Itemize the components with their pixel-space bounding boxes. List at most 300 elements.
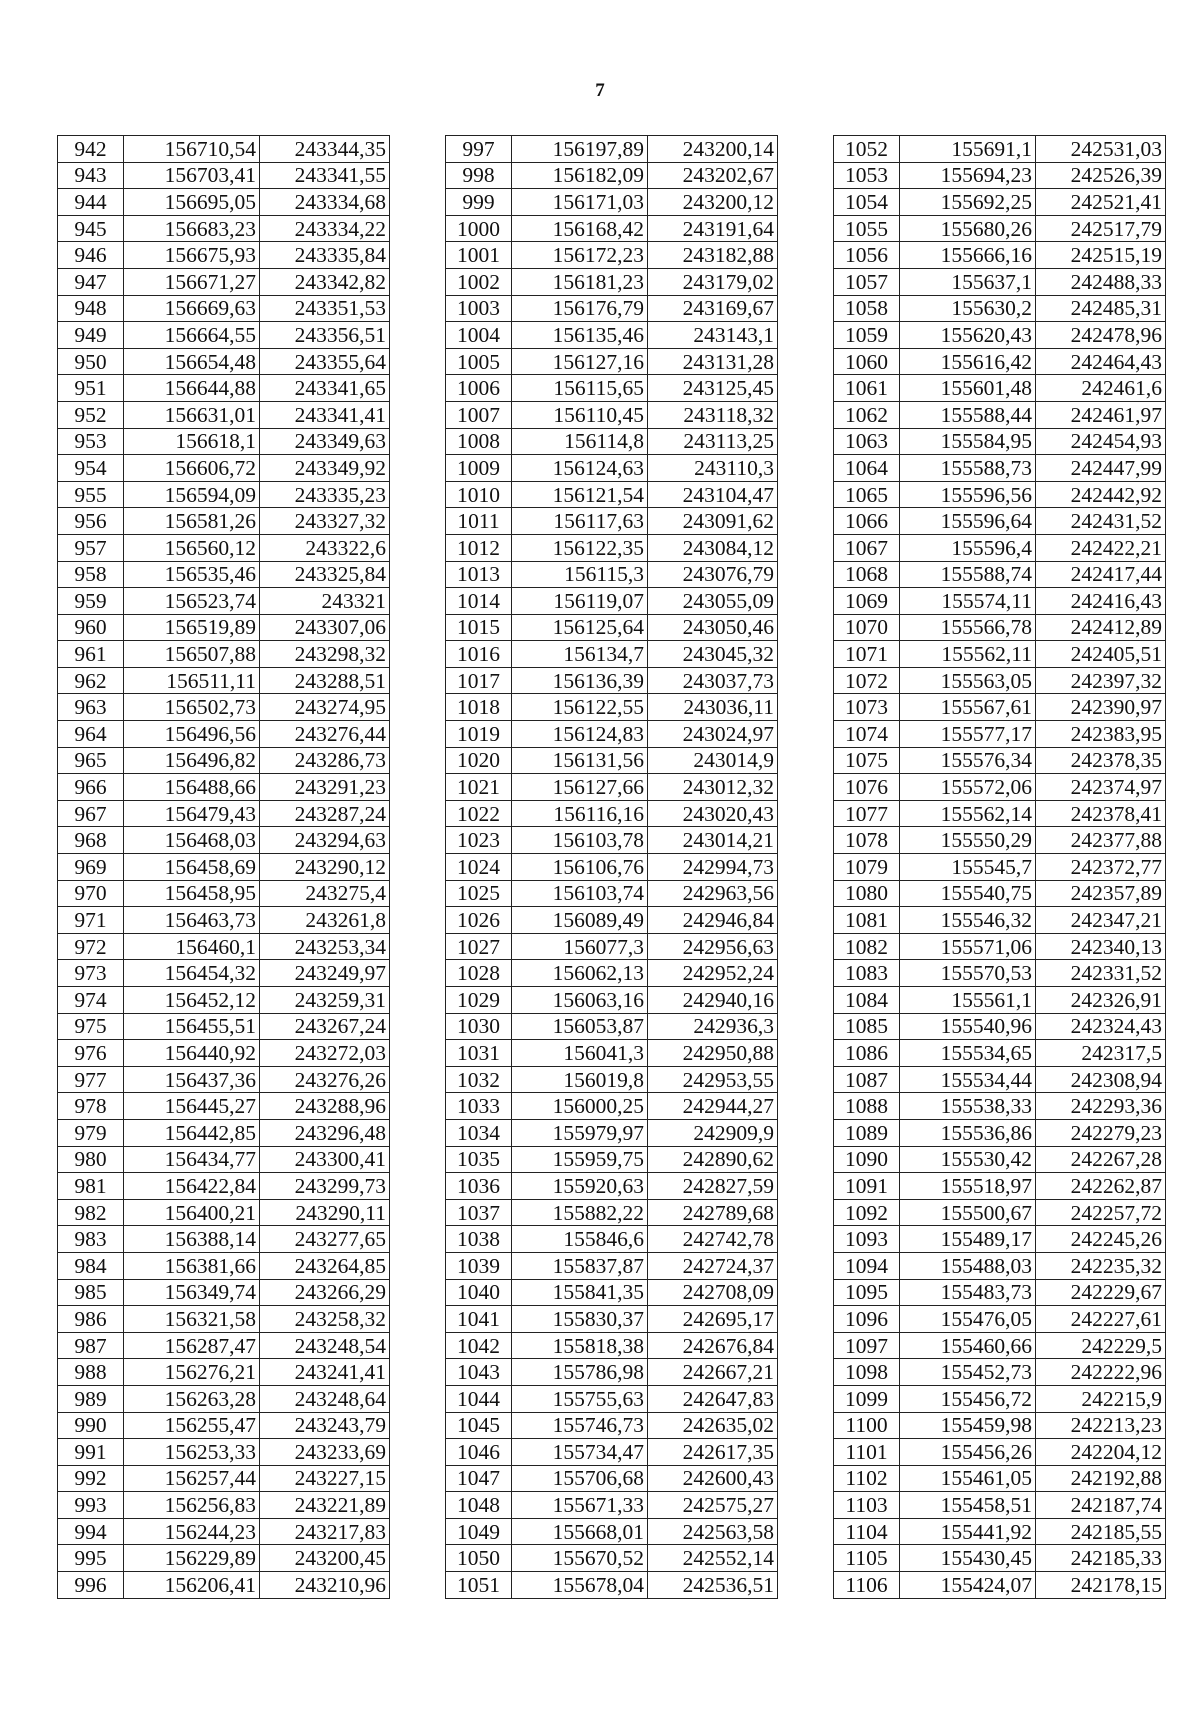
y-coordinate-cell: 243012,32: [648, 774, 778, 801]
y-coordinate-cell: 242340,13: [1036, 933, 1166, 960]
x-coordinate-cell: 156496,56: [124, 721, 260, 748]
table-row: [834, 375, 1166, 402]
table-row: [446, 933, 778, 960]
table-row: [58, 907, 390, 934]
y-coordinate-cell: 242378,41: [1036, 800, 1166, 827]
table-row: [58, 481, 390, 508]
x-coordinate-cell: 156287,47: [124, 1332, 260, 1359]
y-coordinate-cell: 243261,8: [260, 907, 390, 934]
y-coordinate-cell: 243272,03: [260, 1040, 390, 1067]
x-coordinate-cell: 155536,86: [900, 1119, 1036, 1146]
x-coordinate-cell: 156618,1: [124, 428, 260, 455]
point-number-cell: 951: [58, 375, 124, 402]
point-number-cell: 1063: [834, 428, 900, 455]
point-number-cell: 957: [58, 534, 124, 561]
y-coordinate-cell: 243344,35: [260, 136, 390, 163]
point-number-cell: 975: [58, 1013, 124, 1040]
x-coordinate-cell: 156496,82: [124, 747, 260, 774]
x-coordinate-cell: 156710,54: [124, 136, 260, 163]
point-number-cell: 1040: [446, 1279, 512, 1306]
y-coordinate-cell: 243349,92: [260, 455, 390, 482]
table-row: [58, 960, 390, 987]
y-coordinate-cell: 242946,84: [648, 907, 778, 934]
point-number-cell: 952: [58, 401, 124, 428]
point-number-cell: 988: [58, 1359, 124, 1386]
y-coordinate-cell: 242357,89: [1036, 880, 1166, 907]
point-number-cell: 1068: [834, 561, 900, 588]
point-number-cell: 963: [58, 694, 124, 721]
y-coordinate-cell: 242442,92: [1036, 481, 1166, 508]
y-coordinate-cell: 243248,64: [260, 1385, 390, 1412]
y-coordinate-cell: 242635,02: [648, 1412, 778, 1439]
y-coordinate-cell: 243355,64: [260, 348, 390, 375]
x-coordinate-cell: 155596,64: [900, 508, 1036, 535]
point-number-cell: 1073: [834, 694, 900, 721]
y-coordinate-cell: 242827,59: [648, 1173, 778, 1200]
table-row: [834, 667, 1166, 694]
x-coordinate-cell: 156422,84: [124, 1173, 260, 1200]
table-row: [446, 1518, 778, 1545]
table-row: [446, 1146, 778, 1173]
y-coordinate-cell: 243288,51: [260, 667, 390, 694]
table-row: [58, 268, 390, 295]
x-coordinate-cell: 156606,72: [124, 455, 260, 482]
y-coordinate-cell: 242222,96: [1036, 1359, 1166, 1386]
point-number-cell: 960: [58, 614, 124, 641]
table-row: [834, 774, 1166, 801]
table-row: [58, 534, 390, 561]
table-row: [834, 854, 1166, 881]
table-row: [446, 1226, 778, 1253]
x-coordinate-cell: 156077,3: [512, 933, 648, 960]
table-row: [446, 1013, 778, 1040]
x-coordinate-cell: 156053,87: [512, 1013, 648, 1040]
y-coordinate-cell: 242279,23: [1036, 1119, 1166, 1146]
table-row: [58, 1465, 390, 1492]
x-coordinate-cell: 155571,06: [900, 933, 1036, 960]
point-number-cell: 1065: [834, 481, 900, 508]
x-coordinate-cell: 155670,52: [512, 1545, 648, 1572]
point-number-cell: 996: [58, 1572, 124, 1599]
x-coordinate-cell: 156116,16: [512, 800, 648, 827]
point-number-cell: 1055: [834, 215, 900, 242]
point-number-cell: 1060: [834, 348, 900, 375]
x-coordinate-cell: 156135,46: [512, 322, 648, 349]
coordinates-table-2: [445, 135, 778, 1599]
x-coordinate-cell: 155668,01: [512, 1518, 648, 1545]
point-number-cell: 965: [58, 747, 124, 774]
table-row: [446, 1439, 778, 1466]
point-number-cell: 1046: [446, 1439, 512, 1466]
point-number-cell: 1021: [446, 774, 512, 801]
x-coordinate-cell: 155588,73: [900, 455, 1036, 482]
x-coordinate-cell: 155546,32: [900, 907, 1036, 934]
x-coordinate-cell: 156229,89: [124, 1545, 260, 1572]
y-coordinate-cell: 243045,32: [648, 641, 778, 668]
y-coordinate-cell: 243233,69: [260, 1439, 390, 1466]
point-number-cell: 1066: [834, 508, 900, 535]
point-number-cell: 967: [58, 800, 124, 827]
table-row: [58, 295, 390, 322]
y-coordinate-cell: 243050,46: [648, 614, 778, 641]
table-row: [446, 1066, 778, 1093]
x-coordinate-cell: 156683,23: [124, 215, 260, 242]
x-coordinate-cell: 156168,42: [512, 215, 648, 242]
x-coordinate-cell: 155841,35: [512, 1279, 648, 1306]
y-coordinate-cell: 242461,97: [1036, 401, 1166, 428]
point-number-cell: 1030: [446, 1013, 512, 1040]
x-coordinate-cell: 156134,7: [512, 641, 648, 668]
point-number-cell: 1010: [446, 481, 512, 508]
x-coordinate-cell: 155458,51: [900, 1492, 1036, 1519]
point-number-cell: 1033: [446, 1093, 512, 1120]
point-number-cell: 999: [446, 189, 512, 216]
table-row: [834, 960, 1166, 987]
x-coordinate-cell: 156631,01: [124, 401, 260, 428]
table-row: [58, 987, 390, 1014]
y-coordinate-cell: 243110,3: [648, 455, 778, 482]
x-coordinate-cell: 155588,44: [900, 401, 1036, 428]
x-coordinate-cell: 155567,61: [900, 694, 1036, 721]
y-coordinate-cell: 242405,51: [1036, 641, 1166, 668]
point-number-cell: 1006: [446, 375, 512, 402]
point-number-cell: 1017: [446, 667, 512, 694]
table-row: [446, 907, 778, 934]
y-coordinate-cell: 242374,97: [1036, 774, 1166, 801]
table-row: [58, 1332, 390, 1359]
x-coordinate-cell: 156442,85: [124, 1119, 260, 1146]
point-number-cell: 1062: [834, 401, 900, 428]
point-number-cell: 1100: [834, 1412, 900, 1439]
point-number-cell: 1014: [446, 588, 512, 615]
x-coordinate-cell: 156127,16: [512, 348, 648, 375]
table-row: [446, 880, 778, 907]
point-number-cell: 1016: [446, 641, 512, 668]
point-number-cell: 983: [58, 1226, 124, 1253]
y-coordinate-cell: 242617,35: [648, 1439, 778, 1466]
table-row: [834, 1252, 1166, 1279]
table-row: [834, 1492, 1166, 1519]
point-number-cell: 942: [58, 136, 124, 163]
y-coordinate-cell: 242600,43: [648, 1465, 778, 1492]
point-number-cell: 1024: [446, 854, 512, 881]
y-coordinate-cell: 242952,24: [648, 960, 778, 987]
table-row: [58, 1412, 390, 1439]
x-coordinate-cell: 155460,66: [900, 1332, 1036, 1359]
table-row: [834, 1332, 1166, 1359]
table-row: [58, 1252, 390, 1279]
table-row: [834, 401, 1166, 428]
x-coordinate-cell: 155562,11: [900, 641, 1036, 668]
table-row: [58, 561, 390, 588]
x-coordinate-cell: 155534,65: [900, 1040, 1036, 1067]
table-row: [834, 1385, 1166, 1412]
table-row: [446, 1093, 778, 1120]
y-coordinate-cell: 242326,91: [1036, 987, 1166, 1014]
table-row: [446, 1040, 778, 1067]
x-coordinate-cell: 156136,39: [512, 667, 648, 694]
x-coordinate-cell: 155830,37: [512, 1306, 648, 1333]
y-coordinate-cell: 243259,31: [260, 987, 390, 1014]
table-row: [58, 1013, 390, 1040]
y-coordinate-cell: 243341,41: [260, 401, 390, 428]
x-coordinate-cell: 155459,98: [900, 1412, 1036, 1439]
table-row: [58, 641, 390, 668]
y-coordinate-cell: 243020,43: [648, 800, 778, 827]
x-coordinate-cell: 156507,88: [124, 641, 260, 668]
table-row: [446, 1412, 778, 1439]
table-row: [58, 667, 390, 694]
point-number-cell: 1059: [834, 322, 900, 349]
point-number-cell: 1085: [834, 1013, 900, 1040]
y-coordinate-cell: 243258,32: [260, 1306, 390, 1333]
y-coordinate-cell: 243321: [260, 588, 390, 615]
x-coordinate-cell: 156125,64: [512, 614, 648, 641]
point-number-cell: 1031: [446, 1040, 512, 1067]
table-row: [834, 162, 1166, 189]
y-coordinate-cell: 243299,73: [260, 1173, 390, 1200]
table-row: [834, 136, 1166, 163]
x-coordinate-cell: 156479,43: [124, 800, 260, 827]
x-coordinate-cell: 156654,48: [124, 348, 260, 375]
point-number-cell: 976: [58, 1040, 124, 1067]
y-coordinate-cell: 243342,82: [260, 268, 390, 295]
y-coordinate-cell: 242397,32: [1036, 667, 1166, 694]
x-coordinate-cell: 155424,07: [900, 1572, 1036, 1599]
point-number-cell: 1087: [834, 1066, 900, 1093]
x-coordinate-cell: 156445,27: [124, 1093, 260, 1120]
table-row: [58, 136, 390, 163]
y-coordinate-cell: 243334,22: [260, 215, 390, 242]
x-coordinate-cell: 156671,27: [124, 268, 260, 295]
point-number-cell: 980: [58, 1146, 124, 1173]
coordinates-table-1: [57, 135, 390, 1599]
y-coordinate-cell: 243286,73: [260, 747, 390, 774]
y-coordinate-cell: 243327,32: [260, 508, 390, 535]
table-row: [834, 1545, 1166, 1572]
point-number-cell: 1007: [446, 401, 512, 428]
table-row: [446, 588, 778, 615]
point-number-cell: 998: [446, 162, 512, 189]
point-number-cell: 1056: [834, 242, 900, 269]
x-coordinate-cell: 156122,35: [512, 534, 648, 561]
x-coordinate-cell: 155979,97: [512, 1119, 648, 1146]
y-coordinate-cell: 242317,5: [1036, 1040, 1166, 1067]
x-coordinate-cell: 156103,78: [512, 827, 648, 854]
table-row: [446, 1465, 778, 1492]
x-coordinate-cell: 156089,49: [512, 907, 648, 934]
x-coordinate-cell: 156127,66: [512, 774, 648, 801]
y-coordinate-cell: 242213,23: [1036, 1412, 1166, 1439]
x-coordinate-cell: 156244,23: [124, 1518, 260, 1545]
point-number-cell: 968: [58, 827, 124, 854]
x-coordinate-cell: 156519,89: [124, 614, 260, 641]
x-coordinate-cell: 155540,96: [900, 1013, 1036, 1040]
table-row: [58, 322, 390, 349]
point-number-cell: 1064: [834, 455, 900, 482]
point-number-cell: 1043: [446, 1359, 512, 1386]
y-coordinate-cell: 242235,32: [1036, 1252, 1166, 1279]
point-number-cell: 1035: [446, 1146, 512, 1173]
point-number-cell: 1081: [834, 907, 900, 934]
y-coordinate-cell: 242724,37: [648, 1252, 778, 1279]
table-row: [834, 1572, 1166, 1599]
table-row: [446, 481, 778, 508]
table-row: [446, 189, 778, 216]
table-row: [446, 827, 778, 854]
point-number-cell: 979: [58, 1119, 124, 1146]
y-coordinate-cell: 242940,16: [648, 987, 778, 1014]
table-row: [58, 242, 390, 269]
point-number-cell: 1088: [834, 1093, 900, 1120]
point-number-cell: 1019: [446, 721, 512, 748]
x-coordinate-cell: 155755,63: [512, 1385, 648, 1412]
table-row: [58, 1040, 390, 1067]
table-row: [58, 375, 390, 402]
table-row: [834, 747, 1166, 774]
x-coordinate-cell: 156197,89: [512, 136, 648, 163]
point-number-cell: 1037: [446, 1199, 512, 1226]
table-row: [446, 694, 778, 721]
y-coordinate-cell: 242695,17: [648, 1306, 778, 1333]
x-coordinate-cell: 156437,36: [124, 1066, 260, 1093]
x-coordinate-cell: 155566,78: [900, 614, 1036, 641]
table-row: [446, 348, 778, 375]
table-row: [446, 1199, 778, 1226]
point-number-cell: 945: [58, 215, 124, 242]
x-coordinate-cell: 155692,25: [900, 189, 1036, 216]
point-number-cell: 1025: [446, 880, 512, 907]
x-coordinate-cell: 156463,73: [124, 907, 260, 934]
y-coordinate-cell: 242185,55: [1036, 1518, 1166, 1545]
y-coordinate-cell: 242956,63: [648, 933, 778, 960]
table-row: [446, 1359, 778, 1386]
x-coordinate-cell: 156581,26: [124, 508, 260, 535]
point-number-cell: 958: [58, 561, 124, 588]
point-number-cell: 1000: [446, 215, 512, 242]
y-coordinate-cell: 242204,12: [1036, 1439, 1166, 1466]
y-coordinate-cell: 243241,41: [260, 1359, 390, 1386]
x-coordinate-cell: 155540,75: [900, 880, 1036, 907]
y-coordinate-cell: 243210,96: [260, 1572, 390, 1599]
y-coordinate-cell: 242308,94: [1036, 1066, 1166, 1093]
y-coordinate-cell: 243274,95: [260, 694, 390, 721]
y-coordinate-cell: 243341,65: [260, 375, 390, 402]
point-number-cell: 1002: [446, 268, 512, 295]
x-coordinate-cell: 155456,72: [900, 1385, 1036, 1412]
table-row: [446, 295, 778, 322]
y-coordinate-cell: 242488,33: [1036, 268, 1166, 295]
point-number-cell: 1076: [834, 774, 900, 801]
y-coordinate-cell: 243037,73: [648, 667, 778, 694]
point-number-cell: 997: [446, 136, 512, 163]
x-coordinate-cell: 156255,47: [124, 1412, 260, 1439]
table-row: [58, 774, 390, 801]
table-row: [58, 880, 390, 907]
y-coordinate-cell: 242464,43: [1036, 348, 1166, 375]
y-coordinate-cell: 242383,95: [1036, 721, 1166, 748]
y-coordinate-cell: 243335,84: [260, 242, 390, 269]
point-number-cell: 953: [58, 428, 124, 455]
y-coordinate-cell: 243104,47: [648, 481, 778, 508]
table-row: [834, 1412, 1166, 1439]
x-coordinate-cell: 156703,41: [124, 162, 260, 189]
table-row: [446, 1332, 778, 1359]
y-coordinate-cell: 242378,35: [1036, 747, 1166, 774]
table-row: [446, 1545, 778, 1572]
point-number-cell: 1058: [834, 295, 900, 322]
point-number-cell: 1052: [834, 136, 900, 163]
y-coordinate-cell: 242257,72: [1036, 1199, 1166, 1226]
x-coordinate-cell: 155920,63: [512, 1173, 648, 1200]
y-coordinate-cell: 242267,28: [1036, 1146, 1166, 1173]
x-coordinate-cell: 156455,51: [124, 1013, 260, 1040]
point-number-cell: 1083: [834, 960, 900, 987]
y-coordinate-cell: 243200,45: [260, 1545, 390, 1572]
table-row: [446, 268, 778, 295]
y-coordinate-cell: 243276,26: [260, 1066, 390, 1093]
table-row: [58, 800, 390, 827]
table-row: [834, 1013, 1166, 1040]
point-number-cell: 964: [58, 721, 124, 748]
point-number-cell: 1045: [446, 1412, 512, 1439]
x-coordinate-cell: 156452,12: [124, 987, 260, 1014]
table-row: [58, 1279, 390, 1306]
y-coordinate-cell: 242950,88: [648, 1040, 778, 1067]
table-row: [58, 401, 390, 428]
y-coordinate-cell: 242789,68: [648, 1199, 778, 1226]
x-coordinate-cell: 156434,77: [124, 1146, 260, 1173]
y-coordinate-cell: 243248,54: [260, 1332, 390, 1359]
table-row: [834, 322, 1166, 349]
x-coordinate-cell: 156124,63: [512, 455, 648, 482]
y-coordinate-cell: 243335,23: [260, 481, 390, 508]
table-row: [58, 1146, 390, 1173]
table-row: [834, 1119, 1166, 1146]
point-number-cell: 1061: [834, 375, 900, 402]
x-coordinate-cell: 156488,66: [124, 774, 260, 801]
y-coordinate-cell: 242936,3: [648, 1013, 778, 1040]
y-coordinate-cell: 243275,4: [260, 880, 390, 907]
table-row: [834, 561, 1166, 588]
point-number-cell: 1090: [834, 1146, 900, 1173]
y-coordinate-cell: 243325,84: [260, 561, 390, 588]
x-coordinate-cell: 156110,45: [512, 401, 648, 428]
x-coordinate-cell: 156119,07: [512, 588, 648, 615]
x-coordinate-cell: 156019,8: [512, 1066, 648, 1093]
y-coordinate-cell: 242909,9: [648, 1119, 778, 1146]
point-number-cell: 1048: [446, 1492, 512, 1519]
table-row: [834, 508, 1166, 535]
y-coordinate-cell: 242262,87: [1036, 1173, 1166, 1200]
x-coordinate-cell: 155616,42: [900, 348, 1036, 375]
y-coordinate-cell: 243267,24: [260, 1013, 390, 1040]
y-coordinate-cell: 243307,06: [260, 614, 390, 641]
x-coordinate-cell: 155596,56: [900, 481, 1036, 508]
point-number-cell: 1023: [446, 827, 512, 854]
x-coordinate-cell: 155630,2: [900, 295, 1036, 322]
x-coordinate-cell: 156041,3: [512, 1040, 648, 1067]
table-row: [834, 1226, 1166, 1253]
table-row: [58, 455, 390, 482]
table-row: [834, 694, 1166, 721]
y-coordinate-cell: 243221,89: [260, 1492, 390, 1519]
table-row: [446, 1252, 778, 1279]
point-number-cell: 992: [58, 1465, 124, 1492]
x-coordinate-cell: 156063,16: [512, 987, 648, 1014]
x-coordinate-cell: 156644,88: [124, 375, 260, 402]
point-number-cell: 1097: [834, 1332, 900, 1359]
